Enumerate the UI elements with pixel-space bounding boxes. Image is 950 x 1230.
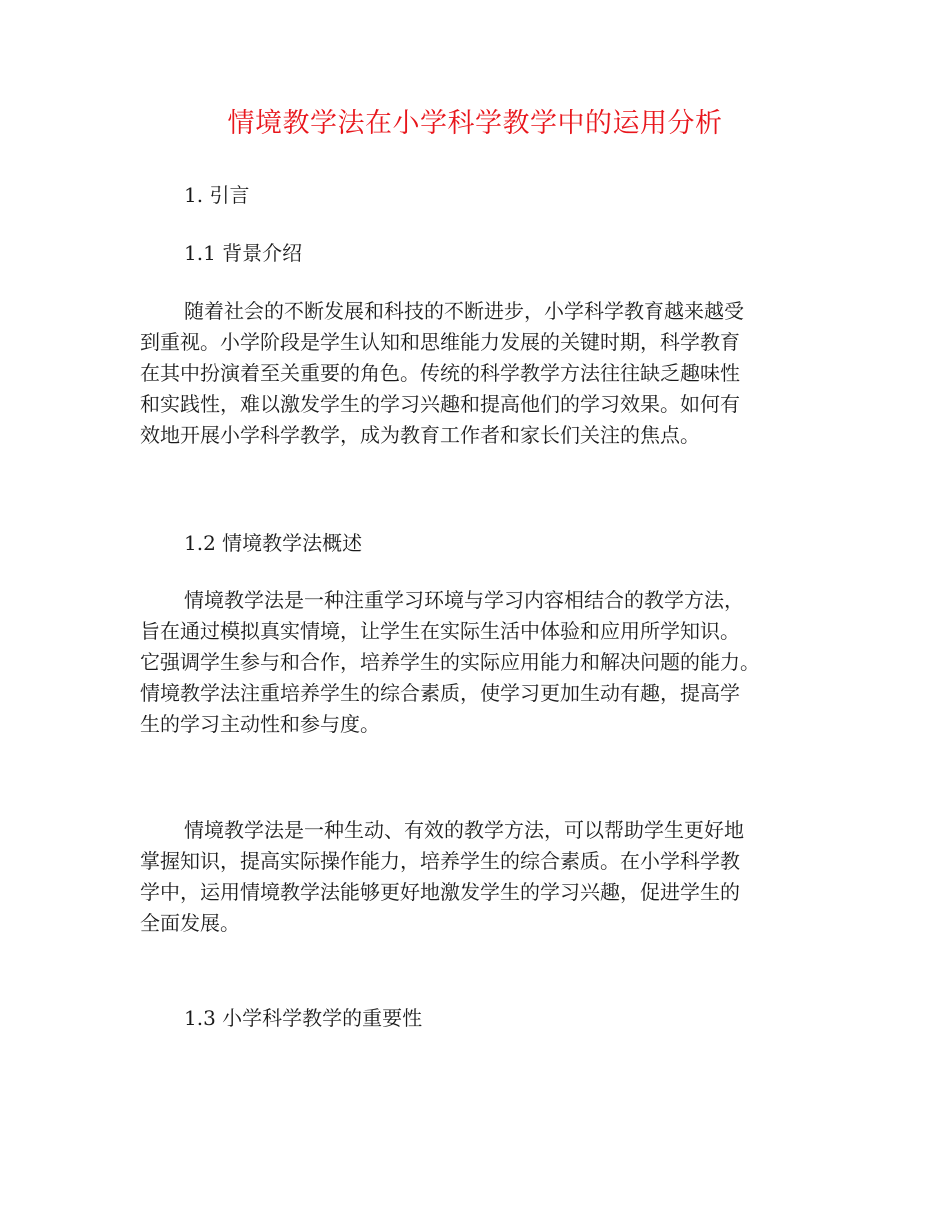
- section-heading-background: 1.1 背景介绍: [184, 241, 303, 265]
- paragraph-overview-1: [140, 585, 760, 740]
- paragraph-line: 情境教学法是一种生动、有效的教学方法，可以帮助学生更好地: [184, 818, 744, 842]
- paragraph-line: 掌握知识，提高实际操作能力，培养学生的综合素质。在小学科学教: [140, 849, 740, 873]
- section-heading-importance: 1.3 小学科学教学的重要性: [184, 1006, 423, 1030]
- paragraph-line: 和实践性，难以激发学生的学习兴趣和提高他们的学习效果。如何有: [140, 392, 740, 416]
- paragraph-overview-2: [140, 815, 744, 939]
- paragraph-line: 生的学习主动性和参与度。: [140, 712, 380, 736]
- paragraph-line: 它强调学生参与和合作，培养学生的实际应用能力和解决问题的能力。: [140, 650, 760, 674]
- paragraph-line: 在其中扮演着至关重要的角色。传统的科学教学方法往往缺乏趣味性: [140, 361, 740, 385]
- paragraph-background: [140, 296, 744, 451]
- paragraph-line: 情境教学法是一种注重学习环境与学习内容相结合的教学方法，: [184, 588, 744, 612]
- paragraph-line: 全面发展。: [140, 911, 240, 935]
- paragraph-line: 情境教学法注重培养学生的综合素质，使学习更加生动有趣，提高学: [140, 681, 740, 705]
- section-heading-overview: 1.2 情境教学法概述: [184, 531, 363, 555]
- paragraph-line: 学中，运用情境教学法能够更好地激发学生的学习兴趣，促进学生的: [140, 880, 740, 904]
- document-title: 情境教学法在小学科学教学中的运用分析: [227, 108, 723, 139]
- paragraph-line: 到重视。小学阶段是学生认知和思维能力发展的关键时期，科学教育: [140, 330, 740, 354]
- paragraph-line: 效地开展小学科学教学，成为教育工作者和家长们关注的焦点。: [140, 423, 700, 447]
- paragraph-line: 随着社会的不断发展和科技的不断进步，小学科学教育越来越受: [184, 299, 744, 323]
- section-heading-intro: 1. 引言: [184, 183, 250, 207]
- paragraph-line: 旨在通过模拟真实情境，让学生在实际生活中体验和应用所学知识。: [140, 619, 740, 643]
